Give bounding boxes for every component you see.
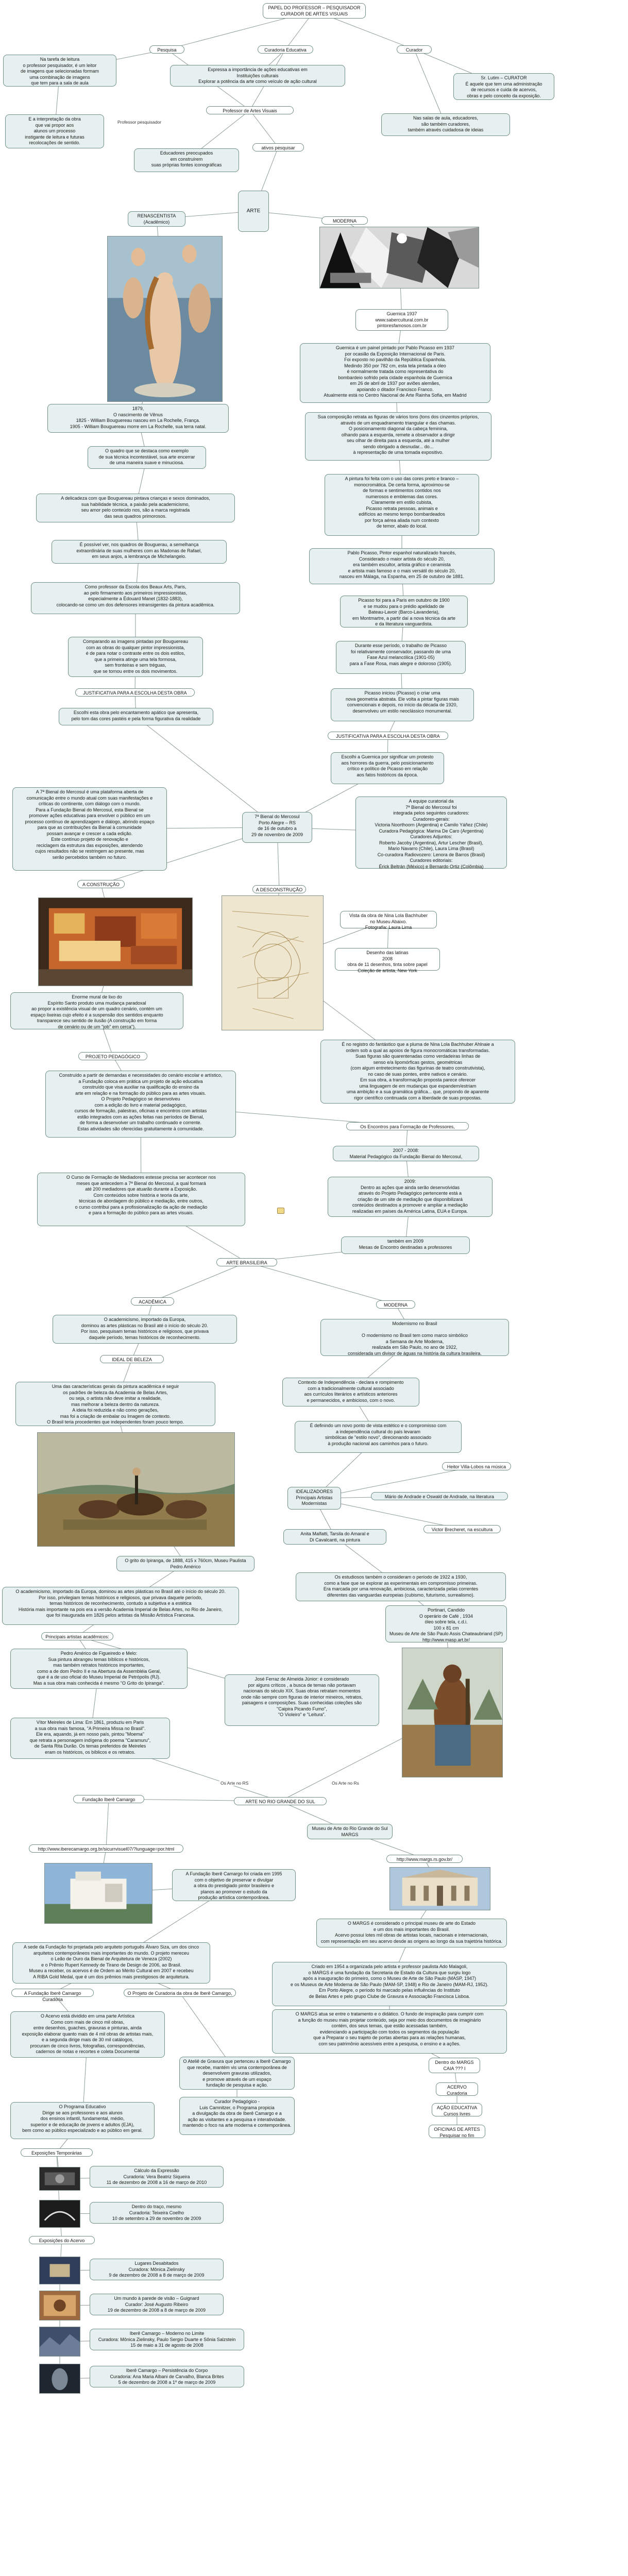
material-2007-node[interactable]: 2007 - 2008: Material Pedagógico da Fundação Bienal do Mercosul, [333, 1146, 479, 1161]
acervo-small-node[interactable]: ACERVO Curadoria [436, 2082, 478, 2096]
quadro-node[interactable]: O quadro que se destaca como exemplo de sua técnica incontestável, sua arte encerrar de uma maneira suave e minuciosa. [88, 446, 206, 469]
educadores-node[interactable]: Educadores preocupados em construírem suas próprias fontes iconográficas [134, 148, 239, 172]
tambem-2009-node[interactable]: também em 2009 Mesas de Encontro destinadas a professores [341, 1236, 470, 1254]
sede-node[interactable]: A sede da Fundação foi projetada pelo arquiteto português Álvaro Siza, um dos cinco arquitetos contemporâneos mais importantes do mundo. O projeto mereceu o Leão de Ouro da Bienal de Arquitetura de Veneza (2002) e o Prêmio Rupert Kennedy de Tirano de Design de 2006, ao Brasil. Museu a receber, os acervos é de Ordem ao Mérito Cultural em 2007 e recebeu A RIBA Gold Medal, que é um dos prêmios mais prestigiosos de arquitetura. [12, 1942, 210, 1984]
arte-node[interactable]: ARTE [238, 191, 269, 232]
bienal-7-node[interactable]: 7ª Bienal do Mercosul Porto Alegre – RS de 16 de outubro a 29 de novembro de 2009 [242, 812, 312, 843]
slide-icon[interactable] [277, 1208, 284, 1214]
moderna-top-node[interactable]: MODERNA [321, 216, 368, 225]
idealizadores-node[interactable]: IDEALIZADORES Principais Artistas Modernistas [287, 1487, 341, 1510]
arte-rio-grande-node[interactable]: ARTE NO RIO GRANDE DO SUL [234, 1797, 327, 1805]
exposicoes-acervo-node[interactable]: Exposições do Acervo [29, 2236, 95, 2244]
projeto-pedagogico-node[interactable]: PROJETO PEDAGÓGICO [78, 1052, 147, 1060]
dentro-traco-node[interactable]: Dentro do traço, mesmo Curadoria: Teixeira Coelho 10 de setembro a 29 de novembro de 2009 [90, 2202, 224, 2224]
guernica-caption-node[interactable]: Guernica 1937 www.sabercultural.com.br pintoresfamosos.com.br [355, 309, 448, 331]
picasso-bio-node[interactable]: Pablo Picasso, Pintor espanhol naturalizado francês, Considerado o maior artista do século 20, era também escultor, artista gráfico e ceramista e artista mais famoso e o mais versátil do século 20, nasceu em Málaga, na Espanha, em 25 de outubro de 1881. [309, 548, 495, 584]
heitor-node[interactable]: Heitor Villa-Lobos na música [442, 1462, 511, 1470]
anita-node[interactable]: Anita Malfatti, Tarsila do Amaral e Di Cavalcanti, na pintura [283, 1529, 386, 1545]
dentro-traco-thumb [39, 2200, 80, 2228]
calculo-thumb [39, 2167, 80, 2191]
calculo-node[interactable]: Cálculo da Expressão Curadoria: Vera Beatriz Siqueira 11 de dezembro de 2008 a 16 de março de 2010 [90, 2166, 224, 2188]
contexto-indep-node[interactable]: Contexto de Independência - declara e rompimento com a tradicionalmente cultural associado aos currículos literários e artísticos anteriores e permanecidos, e ambicioso, com o novo. [282, 1378, 419, 1406]
acervo-obras-node[interactable]: O Acervo está dividido em uma parte Artística Como com mais de cinco mil obras, entre desenhos, guaches, gravuras e pinturas, ainda exposição elaborar quanto mais de 4 mil obras de artistas mais, e a segunda dirige mais de 30 mil catálogos, procuram de cinco livros, fotografias, correspondências, cadernos de notas e recortes e coleta Documental [10, 2011, 165, 2058]
margs-acervo-node[interactable]: O MARGS atua se entre o tratamento e o didático. O fundo de inspiração para cumprir com a função do museu mais projetar conteúdo, seja por meio dos documentos de imaginário contém, dos seus temas, que estão acessadas também, evidenciando a participação com todos os segmentos da população que a Preparar o seu trajeto de portas abertas para as relações humanas, com seu patrimônio acessíveis entre a pesquisa, o ensino e a ações. [272, 2009, 507, 2054]
victor-node[interactable]: Victor Brecheret, na escultura [423, 1525, 501, 1533]
construido-node[interactable]: Construído a partir de demandas e necessidades do cenário escolar e artístico, a Fundação coloca em prática um projeto de ação educativa construído que visa auxiliar na qualificação do ensino da arte em relação e na formação do público para as artes visuais. O Projeto Pedagógico se desenvolveu com a edição do livro e material pedagógico, cursos de formação, palestras, oficinas e encontros com artistas estão integrados com as ações feitas nas períodos de Bienal, de forma a desenvolver um trabalho continuado e corrente. Estas atividades são oferecidas gratuitamente à comunidade. [45, 1071, 236, 1138]
criado-1954-node[interactable]: Criado em 1954 a organizada pelo artista e professor paulista Ado Malagoli, o MARGS é uma fundação da Secretaria de Estado da Cultura que surgiu logo após a inauguração do primeiro, como o Museu de Arte de São Paulo (MASP, 1947) e os Museus de Arte Moderna de São Paulo (MAM-SP, 1948) e Rio de Janeiro (MAM-RJ, 1952). Em Porto Alegre, o período foi marcado pelas influências do Instituto de Belas Artes e pelo grupo Clube de Gravura e Associação Francisca Lisboa. [272, 1962, 507, 2006]
justificativa-moderna-node[interactable]: JUSTIFICATIVA PARA A ESCOLHA DESTA OBRA [328, 732, 448, 740]
ibere-moderno-node[interactable]: Iberê Camargo – Moderno no Limite Curadora: Mônica Zielinsky, Paulo Sergio Duarte e Sônia Salzstein 15 de maio a 31 de agosto de 2008 [90, 2329, 244, 2350]
margs-principal-node[interactable]: O MARGS é considerado o principal museu de arte do Estado e um dos mais importantes do Brasil. Acervo possui lotes mil obras de artistas locais, nacionais e internacionais, com representação em seu acervo desde as origens ao longo da sua trajetória histórica. [316, 1919, 507, 1947]
nascimento-node[interactable]: 1879, O nascimento de Vênus 1825 - William Bouguereau nasceu em La Rochelle, França. 1905 - William Bouguereau morre em La Rochelle, sua terra natal. [47, 404, 229, 433]
margs-building-image [389, 1867, 490, 1910]
pesquisa-node[interactable]: Pesquisa [149, 45, 184, 54]
arte-brasileira-node[interactable]: ARTE BRASILEIRA [216, 1258, 277, 1266]
possivel-node[interactable]: É possível ver, nos quadros de Bouguerau, a semelhança extraordinária de suas mulheres com as Madonas de Rafael, em seus anjos, a lembrança de Michelangelo. [52, 540, 227, 564]
dentro-margs-node[interactable]: Dentro do MARGS CAIA ??? I [429, 2058, 480, 2073]
grito-caption-node[interactable]: O grito do Ipiranga, de 1888, 415 x 760cm, Museu Paulista Pedro Américo [116, 1556, 254, 1571]
curador-pedagogico-node[interactable]: Curador Pedagógico - Luis Camnitzer, o Programa propicia a divulgação da obra de Iberê Camargo e a ação as visitantes e a pesquisa e interatividade. mantendo o foco na arte moderna e contemporânea. [179, 2097, 295, 2135]
principais-academicos-node[interactable]: Principais artistas acadêmicos: [41, 1632, 113, 1640]
construcao-desc-node[interactable]: Enorme mural de lixo do Espírito Santo produto uma mudança paradoxal ao propor a existência visual de um quadro cenário, contém um espaço lixeiras cujo efeito é a suspensão dos sentidos enquanto transparece seu sentido de ilusão (A construção em forma de cenário ou de um "job" em cerca"). [10, 992, 183, 1029]
a-construcao-node[interactable]: A CONSTRUÇÃO [77, 880, 125, 888]
connector-arte-brasileira-node-to-moderna-node [247, 1262, 396, 1304]
lugares-thumb [39, 2257, 80, 2284]
a-desconstrucao-node[interactable]: A DESCONSTRUÇÃO [252, 885, 306, 893]
root-node[interactable]: PAPEL DO PROFESSOR – PESQUISADOR CURADOR DE ARTES VISUAIS [263, 3, 366, 19]
victor-meireles-node[interactable]: Vítor Meireles de Lima: Em 1861, produziu em Paris a sua obra mais famosa, "A Primeira Missa no Brasil". Ele era, aquando, já em nosso país, pintou "Moema" que retrata a personagem indígena do poema "Caramuru", de Santa Rita Durão. Os temas preferidos de Meireles eram os históricos, os bíblicos e os retratos. [10, 1718, 170, 1759]
oficinas-node[interactable]: OFICINAS DE ARTES Pesquisar no fim [429, 2125, 485, 2138]
moderna-node[interactable]: MODERNA [376, 1300, 415, 1309]
caracteristicas-node[interactable]: Uma das características gerais da pintura acadêmica é seguir os padrões de beleza da Academia de Belas Artes, ou seja, o artista não deve imitar a realidade, mas melhorar a beleza dentro da natureza. A ideia foi reduzida e não como gerações, mas foi a criação de embalar ou Imagem de contexto. O Brasil teria procedentes que independentes foram pouco tempo. [15, 1382, 215, 1426]
birth-of-venus-image [107, 236, 223, 402]
mario-andrade-node[interactable]: Mário de Andrade e Oswald de Andrade, na literatura [371, 1492, 508, 1500]
guernica-text-node[interactable]: Guernica é um painel pintado por Pablo Picasso em 1937 por ocasião da Exposição Internacional de Paris. Foi exposto no pavilhão da República Espanhola. Medindo 350 por 782 cm, esta tela pintada a óleo é normalmente tratada como representativa do bombardeio sofrido pela cidade espanhola de Guernica em 26 de abril de 1937 por aviões alemães, apoiando o ditador Francisco Franco. Atualmente está no Centro Nacional de Arte Rainha Sofia, em Madrid [300, 343, 490, 403]
lugares-node[interactable]: Lugares Desabitados Curadora: Mônica Zielinsky 9 de dezembro de 2008 a 8 de março de 2009 [90, 2259, 224, 2280]
ibere-paisagem-thumb [39, 2364, 80, 2394]
os-arte-rs-label: Os Arte no RS [220, 1781, 249, 1786]
ideal-beleza-node[interactable]: IDEAL DE BELEZA [100, 1355, 164, 1363]
acao-educativa-node[interactable]: AÇÃO EDUCATIVA Cursos livres [432, 2103, 482, 2116]
fundacao-ibere-criada-node[interactable]: A Fundação Iberê Camargo foi criada em 1995 com o objetivo de preservar e divulgar a obra do prestigiado pintor brasileiro e planos ao promover o estudo da produção artística contemporânea. [172, 1869, 296, 1901]
fundacao-ibere-node[interactable]: Fundação Iberê Camargo [73, 1795, 144, 1803]
lutim-curator-node[interactable]: Sr. Lutim – CURATOR É aquele que tem uma administração de recursos e cuida de acervos, obras e pelo conceito da exposição. [453, 73, 554, 100]
url-ibere-node[interactable]: http://www.iberecamargo.org.br/sicurrvisuel07/?lunguage=por.html [29, 1844, 183, 1853]
ibere-moderno-thumb [39, 2327, 80, 2357]
prof-artes-node[interactable]: Professor de Artes Visuais [206, 106, 294, 114]
estudiosos-node[interactable]: Os estudiosos também o consideram o período de 1922 a 1930, como a fase que se explorar as experimentais em compromisso primeiras. Era marcada por uma renovação, ambiciosa, caracterizada pelas correntes diferentes das vanguardas europeias (cubismo, futurismo, surrealismo). [296, 1572, 506, 1601]
ibere-paisagem-node[interactable]: Iberê Camargo – Persistência do Corpo Curadoria: Ana Maria Albani de Carvalho, Blanca Brites 5 de dezembro de 2008 a 1º de março de 2009 [90, 2366, 244, 2387]
jose-ferraz-node[interactable]: José Ferraz de Almeida Júnior: é considerado por alguns críticos , a busca de temas não portavam nacionais do século XIX. Suas obras retratam momentos onde não sempre com figuras de interior mineiros, retratos, paisagens e composições. Suas conhecidas coleções são "Caipira Picando Fumo", "O Violeiro" e "Leitura". [225, 1674, 379, 1726]
mundo-parede-thumb [39, 2291, 80, 2320]
operario-cafe-image [402, 1648, 503, 1777]
pedro-americo-node[interactable]: Pedro Américo de Figueiredo e Melo: Sua pintura abrangeu temas bíblicos e históricos, mas também retratos históricos importantes, como a de dom Pedro II e na Abertura da Assembléia Geral, que é a de uso oficial do Museu Imperial de Petrópolis (RJ). Mas a sua obra mais conhecida é mesmo "O Grito do Ipiranga". [10, 1649, 188, 1689]
definindo-node[interactable]: É definindo um novo ponto de vista estético e o compromisso com a independência cultural do país levaram simbólicas de "estilo novo", direcionando associado à produção nacional aos caminhos para o futuro. [295, 1421, 462, 1453]
escolha-guernica-node[interactable]: Escolhi a Guernica por significar um protesto aos horrores da guerra, pelo posicionamento crítico e político de Picasso em relação aos fatos históricos da época. [331, 752, 444, 784]
academicismo-node[interactable]: O academicismo, importado da Europa, dominou as artes plásticas no Brasil até o início do século 20. Por isso, pesquisam temas históricos e religiosos, que privava daquele período, temas históricos de reconhecimento. [53, 1315, 237, 1344]
portinari-node[interactable]: Portinari, Candido O operário de Café , 1934 óleo sobre tela, c.d.i. 100 x 81 cm Museu de Arte de São Paulo Assis Chateaubriand (SP) http://www.masp.art.br/ [385, 1605, 507, 1642]
exibido-node[interactable]: Como professor da Escola dos Beaux Arts, Paris, ao pelo firmamento aos primeiros impressionistas, especialmente a Édouard Manet (1832-1883), colocando-se como um dos defensores intransigentes da pintura acadêmica. [31, 582, 240, 614]
connector-fundacao-ibere-node-to-url-ibere-node [106, 1799, 109, 1849]
interpretacao-node[interactable]: E a interpretação da obra que vai propor aos alunos um processo instigante de leitura e futuras recolocações de sentido. [5, 114, 104, 148]
programa-educativo-node[interactable]: O Programa Educativo Dirige se aos professores e aos alunos dos ensinos infantil, fundamental, médio, superior e de educação de jovens e adultos (EJA), bem como ao público especializado e ao público em geral. [10, 2102, 155, 2139]
connector-prof-artes-node-to-ativos-pesquisar-node [250, 110, 278, 147]
url-margs-node[interactable]: http://www.margs.rs.gov.br/ [386, 1855, 463, 1863]
delicadeza-node[interactable]: A delicadeza com que Bouguereau pintava crianças e sexos dominados, sua habilidade técnica, a paixão pela academicismo, seu amor pelo conteúdo nos, são a marca registrada das seus quadros primorosos. [36, 494, 235, 522]
mundo-parede-node[interactable]: Um mundo à parede de visão – Guignard Curador: José Augusto Ribeiro 19 de dezembro de 2008 a 8 de março de 2009 [90, 2294, 224, 2315]
bienal-proposito-node[interactable]: A 7ª Bienal do Mercosul é uma plataforma aberta de comunicação entre o mundo atual com suas manifestações e críticas do continente, com diálogo com o mundo. Para a Fundação Bienal do Mercosul, esta Bienal se promover ações educativas para envolver o público em um processo contínuo de aprendizagem e diálogo, abrindo espaço para que as contribuições da Bienal à comunidade possam avançar e crescer a cada edição. Este contínuo projeto de renovação e reciclagem da estrutura das exposições, atendendo cujos resultados não se restringem ao presente, mas serão percebidos também no futuro. [12, 787, 167, 871]
salas-aula-node[interactable]: Nas salas de aula, educadores, são também curadores, também através cuidadosa de ideias [381, 113, 510, 136]
os-arte-rs-label-2: Os Arte no Rs [332, 1781, 359, 1786]
grito-ipiranga-image [37, 1432, 235, 1547]
escolhi-obra-node[interactable]: Escolhi esta obra pelo encantamento apático que apresenta, pelo tom das cores pastéis e pela forma figurativa da realidade [59, 708, 213, 725]
proposta-curatorial-node[interactable]: A equipe curatorial da 7ª Bienal do Mercosul foi integrada pelos seguintes curadores: Curadores-gerais: Victoria Noorthoorn (Argentina) e Camilo Yáñez (Chile) Curadora Pedagógica: Marina De Caro (Argentina) Curadores Adjuntos: Roberto Jacoby (Argentina), Artur Lescher (Brasil), Mario Navarro (Chile), Laura Lima (Brasil) Co-curadora Radiovozero: Lenora de Barros (Brasil) Curadores editoriais: Érick Beltrán (México) e Bernardo Ortiz (Colômbia) [355, 796, 507, 869]
construcao-photo [38, 897, 193, 986]
connector-arte-brasileira-node-to-academica-node [152, 1262, 247, 1301]
justificativa-academica-node[interactable]: JUSTIFICATIVA PARA A ESCOLHA DESTA OBRA [75, 688, 195, 697]
desconstrucao-desc-node[interactable]: É no registro do fantástico que a pluma de Nina Lola Bachhuber Ahlnaie a ordem sob a qual as apoios de figura monocromáticas transformadas. Suas figuras são quarentenadas como verdadeiras linhas de senso e/a lipomórficas gestos, geométricas (com algum entretecimento das figurinas de teatro construtivista), no caso de suas pontes, entre nativos e cenário. Em sua obra, a transformação proposta parece oferecer uma linguagem de em mudanças que expandem/estriam uma ambição e a sua gramática gráfica... que, propondo de aparente rigor científico continuada com a liberdade de suas propostas. [320, 1040, 515, 1104]
picasso-cubismo-node[interactable]: Picasso iniciou (Picasso) o criar uma nova geometria abstrata. Ele volta a pintar figuras mais convencionais e depois, no início da década de 1920, desenvolveu um estilo neoclássico monumental. [331, 688, 474, 721]
encontros-node[interactable]: Os Encontros para Formação de Professores, [346, 1122, 469, 1130]
professor-pesquisador-label: Professor pesquisador [117, 120, 162, 125]
renascentista-node[interactable]: RENASCENTISTA (Acadêmico) [128, 211, 185, 227]
curador-node[interactable]: Curador [397, 45, 432, 54]
exposicoes-temporarias-node[interactable]: Exposições Temporárias [21, 2148, 93, 2157]
ibere-building-image [44, 1863, 152, 1924]
vista-obra-node[interactable]: Vista da obra de Nina Lola Bachhuber no Museu Abaixo. Fotografia: Laura Lima [340, 911, 437, 928]
nivel-leitura-node[interactable]: Na tarefa de leitura o professor pesquisador, é um leitor de imagens que selecionadas formam uma combinação de imagens que tem para a sala de aula [3, 55, 116, 87]
cursos-mediadores-node[interactable]: O Curso de Formação de Mediadores estesse precisa ser acontecer nos meses que antecedem a 7ª Bienal do Mercosul, a qual formará até 200 mediadores que atuarão durante a Exposição. Com conteúdos sobre história e teoria da arte, técnicas de abordagem do público e mediação, entre outros, o curso contribui para a profissionalização da ação de mediação e para a formação do público para as artes visuais. [37, 1173, 245, 1226]
atelie-node[interactable]: O Ateliê de Gravura que pertenceu a Iberê Camargo que recebe, mantém vis uma contemporânea de desenvolvem gravuras utilizados, e promove através de um espaço fundação de pesquisa e ação. [179, 2057, 295, 2090]
sua-composicao-node[interactable]: Sua composição retrata as figuras de vários tons (tons dos cinzentos próprios, através de um enquadramento triangular e das chamas. O posicionamento diagonal da cabeça feminina, olhando para a esquerda, remete a observador a dirigir seu olhar de direita para a esquerda, até a mulher sendo obrigado a desnudar... do... à representação de uma tomada expositivo. [305, 412, 491, 461]
projeto-curadoria-node[interactable]: O Projeto de Curadoria da obra de Iberê Camargo, [124, 1989, 236, 1997]
curadoria-educativa-node[interactable]: Curadoria Educativa [258, 45, 313, 54]
fundacao-curadoria-node[interactable]: A Fundação Iberê Camargo Curadoria [11, 1989, 94, 1997]
expressa-node[interactable]: Expressa a importância de ações educativas em Instituições culturais Explorar a potência da arte como veículo de ação cultural [170, 65, 345, 87]
modernismo-node[interactable]: Modernismo no Brasil O modernismo no Brasil tem como marco simbólico a Semana de Arte Moderna, realizada em São Paulo, no ano de 1922, considerada um divisor de águas na história da cultura brasileira. [320, 1319, 509, 1356]
dentro-2009-node[interactable]: 2009: Dentro as ações que ainda serão desenvolvidas através do Projeto Pedagógico pertencente está a criação de um site de mediação que disponibilizará conteúdos destinados a promover e ampliar a mediação realizadas em países da América Latina, EUA e Europa. [328, 1177, 493, 1217]
ativos-pesquisar-node[interactable]: ativos pesquisar [252, 143, 304, 151]
academicismo2-node[interactable]: O academicismo, importado da Europa, dominou as artes plásticas no Brasil até o início do século 20. Por isso, privilegiam temas históricos e religiosos, que privava daquele período, temas históricos de reconhecimento, contudo a subjetiva e a estética História mais importante na pois era a versão Academia Imperial de Belas Artes, no Rio de Janeiro, que foi inaugurada em 1826 pelos artistas da Missão Artística Francesa. [2, 1587, 239, 1625]
desenho-node[interactable]: Desenho das latinas 2008 obra de 11 desenhos, tinta sobre papel Coleção de artista, New York [335, 948, 440, 971]
academica-node[interactable]: ACADÊMICA [131, 1297, 174, 1306]
pintura-feita-node[interactable]: A pintura foi feita com o uso das cores preto e branco – monocromática. De certa forma, aproximou-se de formas e sentimentos contidos nos numerosos e emblemas das cores. Claramente em estilo cubista, Picasso retrata pessoas, animais e edifícios ao mesmo tempo bombardeados por força aérea aliada num contexto de temor, abalo do local. [325, 474, 479, 536]
picasso-paris-node[interactable]: Picasso foi para a Paris em outubro de 1900 e se mudou para o prédio apelidado de Bateau-Lavoir (Barco-Lavanderia), em Montmartre, a partir daí a nova técnica da arte e da literatura vanguardista. [340, 596, 468, 628]
comparando-node[interactable]: Comparando as imagens pintadas por Bouguereau com as obras do qualquer pintor impressionista, é de para notar o contraste entre os dois estilos, que a primeira atinge uma tela formosa, sem fronteiras e sem tréguas, que se tornou entre os dois movimentos. [68, 637, 203, 677]
desconstrucao-drawing [222, 895, 324, 1030]
ultimos-node[interactable]: Durante esse período, o trabalho de Picasso foi relativamente conservador, passando de uma Fase Azul melancólica (1901-05) para a Fase Rosa, mais alegre e doloroso (1905). [336, 641, 466, 674]
guernica-image [319, 227, 479, 289]
museu-margs-node[interactable]: Museu de Arte do Rio Grande do Sul MARGS [307, 1824, 393, 1839]
